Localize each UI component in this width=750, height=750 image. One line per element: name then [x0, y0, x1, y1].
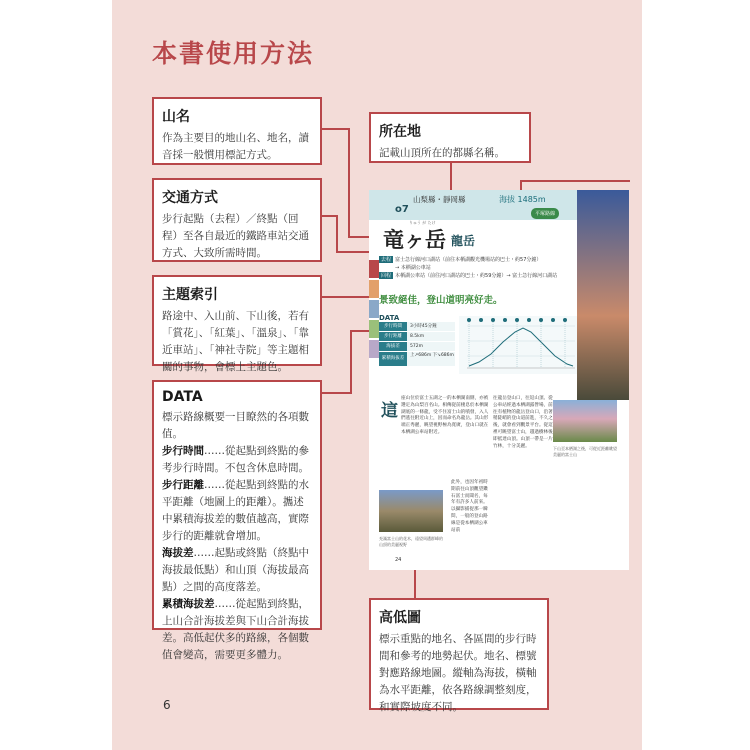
sample-elevation-profile: [459, 316, 577, 374]
theme-tab: [369, 260, 379, 278]
callout-text: 記載山頂所在的都縣名稱。: [379, 147, 505, 159]
connector-line: [348, 128, 350, 238]
sample-photo-blossom: [553, 400, 617, 442]
theme-tab: [369, 320, 379, 338]
callout-text: 步行起點（去程）／終點（回程）至各自最近的鐵路車站交通方式、大致所需時間。: [162, 213, 309, 259]
sample-page: [369, 190, 629, 570]
sample-body-text-3: 往龍岳登山口，往返山頂。從公車站經過本栖湖露營場，前往有植物的龍岳登山口，沿著稍陡峭的登山道前進，不久之後，就會看到觀景平台。從這裡可眺望富士山，越過樹林後即抵達山頂。山頂一帶是一片竹林，十分美麗。: [493, 396, 553, 449]
connector-line: [336, 215, 338, 253]
callout-title: DATA: [162, 389, 203, 405]
callout-text: 作為主要目的地山名、地名，讀音採一般慣用標記方式。: [162, 132, 309, 161]
data-row: 累積海拔差 上↗686m 下↘686m: [379, 352, 455, 366]
connector-line: [322, 296, 374, 298]
callout-title: 山名: [162, 109, 190, 125]
data-row: 步行距離 8.5km: [379, 332, 455, 341]
connector-line: [520, 180, 630, 182]
data-intro: 標示路線概要一目瞭然的各項數值。: [162, 411, 309, 440]
sample-ruby: りゅう が たけ: [409, 220, 436, 225]
sample-catchphrase: 景致絕佳，登山道明亮好走。: [379, 295, 503, 306]
sample-location: 山梨縣・靜岡縣: [413, 195, 466, 204]
sample-go-line: 去程 富士急行線河口湖站（前往本栖湖觀光機場站的巴士・約57分鐘）: [381, 257, 542, 263]
sample-route-number: o7: [395, 204, 409, 215]
sample-back-line: 回程 本栖湖公車站（前往河口湖站的巴士・約59分鐘）→ 富士急行線河口湖站: [381, 273, 558, 279]
sample-caption-1: 充滿富士山的花木，遠望周遭群峰的山頂的美麗視野: [379, 536, 443, 547]
callout-location: [369, 112, 531, 163]
sample-altitude: 海拔 1485m: [499, 195, 546, 204]
sample-mountain-name: 竜ヶ岳: [383, 228, 446, 252]
theme-tab: [369, 340, 379, 358]
sample-mountain-name-zh: 龍岳: [451, 234, 476, 248]
sample-badge: 平塚路線: [531, 208, 559, 219]
sample-data-label: DATA: [379, 314, 400, 322]
sample-go-line-2: → 本栖湖公車站: [395, 265, 431, 271]
sample-photo-peak: [379, 490, 443, 532]
connector-line: [322, 128, 350, 130]
data-row: 海拔差 572m: [379, 342, 455, 351]
callout-mountain-name: [152, 97, 322, 165]
sample-body-text-2: 此外，也因年初時期前往山頂觀望鑽石富士而聞名，每年有許多人前來。以攝影捕捉那一瞬間，一般的登山路線是從本栖湖公車站前: [451, 480, 488, 533]
data-item: 累積海拔差……從起點到終點，上山合計海拔差與下山合計海拔差。高低起伏多的路線，各個數值會變高，需要更多體力。: [162, 598, 309, 661]
callout-transport: [152, 178, 322, 262]
callout-title: 主題索引: [162, 287, 218, 303]
callout-data: [152, 380, 322, 661]
callout-text: [162, 409, 312, 664]
sample-photo-sunset: [577, 190, 629, 400]
callout-title: 高低圖: [379, 610, 421, 626]
callout-title: 所在地: [379, 124, 421, 140]
theme-tab: [369, 280, 379, 298]
callout-text: 標示重點的地名、各區間的步行時間和參考的地勢起伏。地名、標號對應路線地圖。縱軸為海拔，橫軸為水平距離，依各路線調整刻度，和實際坡度不同。: [379, 633, 537, 713]
callout-title: 交通方式: [162, 190, 218, 206]
callout-elevation: [369, 598, 549, 713]
page-title: 本書使用方法: [152, 39, 315, 68]
connector-line: [322, 392, 352, 394]
callout-theme-index: [152, 275, 322, 373]
sample-body-text-1: 座山位於富士五湖之一的本栖湖南側，亦被選定為山梨百名山。相傳從前棲息於本栖湖湖底的一條龍，受不住富士山的噴發，入人們逃往附近山上，因而命名為龍岳。其山形端正秀麗，眺望視野極為寬廣，登山口就在本栖湖公車站附近。: [401, 396, 489, 435]
callout-text: 路途中、入山前、下山後，若有「賞花」、「紅葉」、「溫泉」、「靠近車站」、「神社寺院」等主題相關的事物，會標上主題色。: [162, 310, 309, 373]
data-item: 步行時間……從起點到終點的參考步行時間。不包含休息時間。: [162, 445, 309, 474]
sample-caption-2: 下山至本栖湖之後，可從近距離眺望美麗的富士山: [553, 446, 617, 457]
theme-tab: [369, 300, 379, 318]
sample-drop-cap: 這: [381, 401, 398, 421]
sample-data-table: [379, 322, 455, 367]
connector-line: [350, 330, 352, 394]
data-row: 步行時間 3小時45分鐘: [379, 322, 455, 331]
sample-page-number: 24: [395, 557, 402, 563]
data-item: 步行距離……從起點到終點的水平距離（地圖上的距離）。攜述中累積海拔差的數值越高，實際步行的距離就會增加。: [162, 479, 309, 542]
sample-theme-tabs: [369, 260, 379, 360]
page-number: 6: [163, 698, 171, 712]
data-item: 海拔差……起點或終點（終點中海拔最低點）和山頂（海拔最高點）之間的高度落差。: [162, 547, 309, 593]
